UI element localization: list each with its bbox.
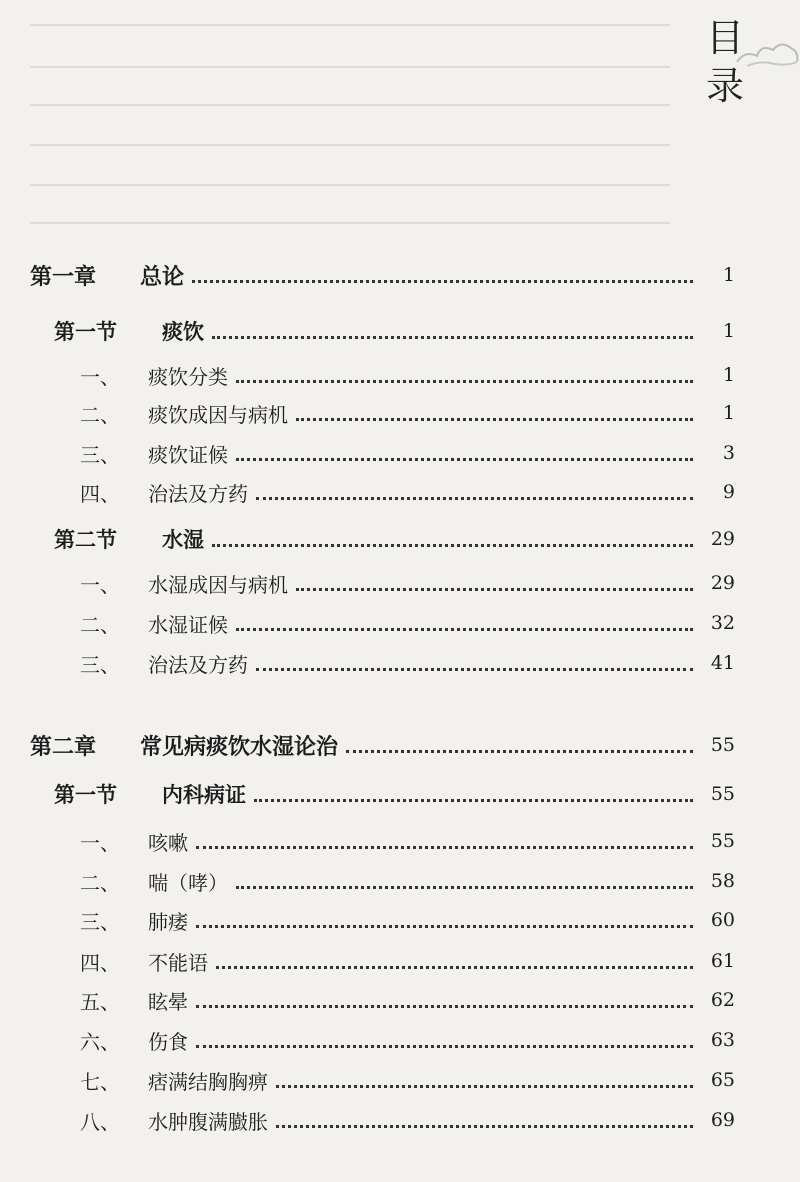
toc-entry-number: 第一节: [54, 319, 117, 344]
toc-entry-title: 伤食: [148, 1029, 188, 1054]
toc-entry-number: 第一章: [30, 263, 97, 290]
toc-entry-page-number: 32: [710, 612, 735, 634]
dot-leader: [276, 1085, 693, 1088]
dot-leader: [236, 380, 693, 383]
toc-entry-title: 痞满结胸胸痹: [148, 1069, 268, 1094]
dot-leader: [212, 336, 693, 339]
toc-entry-number: 三、: [80, 909, 120, 934]
toc-entry-number: 五、: [80, 989, 120, 1014]
toc-entry-page-number: 55: [710, 734, 735, 756]
toc-entry-chap: [30, 729, 735, 761]
dot-leader: [346, 750, 693, 753]
toc-entry-page-number: 41: [710, 652, 735, 674]
toc-entry-sec: [54, 315, 735, 347]
dot-leader: [216, 966, 693, 969]
toc-entry-item: [80, 825, 735, 857]
toc-entry-page-number: 1: [722, 402, 735, 424]
toc-entry-page-number: 61: [710, 950, 735, 972]
dot-leader: [196, 1045, 693, 1048]
toc-entry-number: 三、: [80, 442, 120, 467]
toc-entry-item: [80, 437, 735, 469]
dot-leader: [196, 846, 693, 849]
toc-entry-number: 四、: [80, 481, 120, 506]
toc-entry-item: [80, 397, 735, 429]
toc-entry-page-number: 62: [710, 989, 735, 1011]
toc-entry-title: 水湿: [162, 527, 204, 552]
toc-entry-title: 肺痿: [148, 909, 188, 934]
cloud-ornament-icon: [735, 32, 800, 72]
toc-entry-number: 第二节: [54, 527, 117, 552]
toc-entry-number: 二、: [80, 612, 120, 637]
toc-entry-title: 内科病证: [162, 782, 246, 807]
toc-entry-page-number: 69: [710, 1109, 735, 1131]
toc-entry-item: [80, 359, 735, 391]
toc-entry-number: 七、: [80, 1069, 120, 1094]
toc-entry-number: 三、: [80, 652, 120, 677]
toc-entry-number: 八、: [80, 1109, 120, 1134]
toc-entry-title: 痰饮: [162, 319, 204, 344]
toc-entry-title: 不能语: [148, 950, 208, 975]
toc-entry-title: 水肿腹满臌胀: [148, 1109, 268, 1134]
dot-leader: [196, 1005, 693, 1008]
bleed-through-texture: [0, 0, 800, 260]
toc-entry-title: 水湿成因与病机: [148, 572, 288, 597]
toc-entry-item: [80, 1024, 735, 1056]
toc-entry-page-number: 58: [710, 870, 735, 892]
dot-leader: [192, 280, 693, 283]
toc-entry-item: [80, 984, 735, 1016]
toc-entry-title: 治法及方药: [148, 652, 248, 677]
toc-entry-page-number: 3: [722, 442, 735, 464]
toc-entry-title: 咳嗽: [148, 830, 188, 855]
toc-entry-page-number: 29: [710, 528, 735, 550]
toc-entry-page-number: 55: [710, 830, 735, 852]
toc-entry-item: [80, 865, 735, 897]
dot-leader: [296, 418, 693, 421]
dot-leader: [296, 588, 693, 591]
toc-entry-title: 总论: [140, 263, 185, 290]
toc-entry-number: 一、: [80, 364, 120, 389]
dot-leader: [254, 799, 693, 802]
toc-entry-sec: [54, 778, 735, 810]
toc-entry-title: 痰饮证候: [148, 442, 228, 467]
toc-entry-title: 痰饮分类: [148, 364, 228, 389]
dot-leader: [276, 1125, 693, 1128]
toc-entry-number: 二、: [80, 402, 120, 427]
toc-entry-item: [80, 476, 735, 508]
toc-entry-title: 喘（哮）: [148, 870, 228, 895]
toc-entry-item: [80, 1064, 735, 1096]
toc-entry-page-number: 63: [710, 1029, 735, 1051]
toc-entry-title: 痰饮成因与病机: [148, 402, 288, 427]
dot-leader: [256, 497, 693, 500]
toc-entry-page-number: 65: [710, 1069, 735, 1091]
dot-leader: [256, 668, 693, 671]
toc-entry-item: [80, 567, 735, 599]
toc-entry-page-number: 1: [722, 264, 735, 286]
dot-leader: [236, 458, 693, 461]
toc-entry-number: 二、: [80, 870, 120, 895]
toc-entry-title: 眩晕: [148, 989, 188, 1014]
toc-entry-number: 六、: [80, 1029, 120, 1054]
toc-entry-number: 四、: [80, 950, 120, 975]
toc-entry-page-number: 60: [710, 909, 735, 931]
toc-entry-page-number: 55: [710, 783, 735, 805]
toc-entry-page-number: 1: [722, 364, 735, 386]
toc-entry-item: [80, 1104, 735, 1136]
toc-entry-title: 常见病痰饮水湿论治: [140, 733, 339, 760]
toc-entry-number: 第一节: [54, 782, 117, 807]
toc-entry-item: [80, 647, 735, 679]
toc-entry-item: [80, 904, 735, 936]
page-title: 目录: [705, 16, 744, 108]
toc-entry-title: 治法及方药: [148, 481, 248, 506]
toc-entry-chap: [30, 259, 735, 291]
dot-leader: [236, 628, 693, 631]
toc-entry-title: 水湿证候: [148, 612, 228, 637]
toc-entry-number: 一、: [80, 572, 120, 597]
toc-entry-number: 一、: [80, 830, 120, 855]
toc-entry-item: [80, 607, 735, 639]
dot-leader: [236, 886, 693, 889]
toc-entry-sec: [54, 523, 735, 555]
toc-entry-page-number: 29: [710, 572, 735, 594]
toc-entry-number: 第二章: [30, 733, 97, 760]
dot-leader: [196, 925, 693, 928]
toc-entry-item: [80, 945, 735, 977]
toc-entry-page-number: 9: [722, 481, 735, 503]
toc-entry-page-number: 1: [722, 320, 735, 342]
dot-leader: [212, 544, 693, 547]
